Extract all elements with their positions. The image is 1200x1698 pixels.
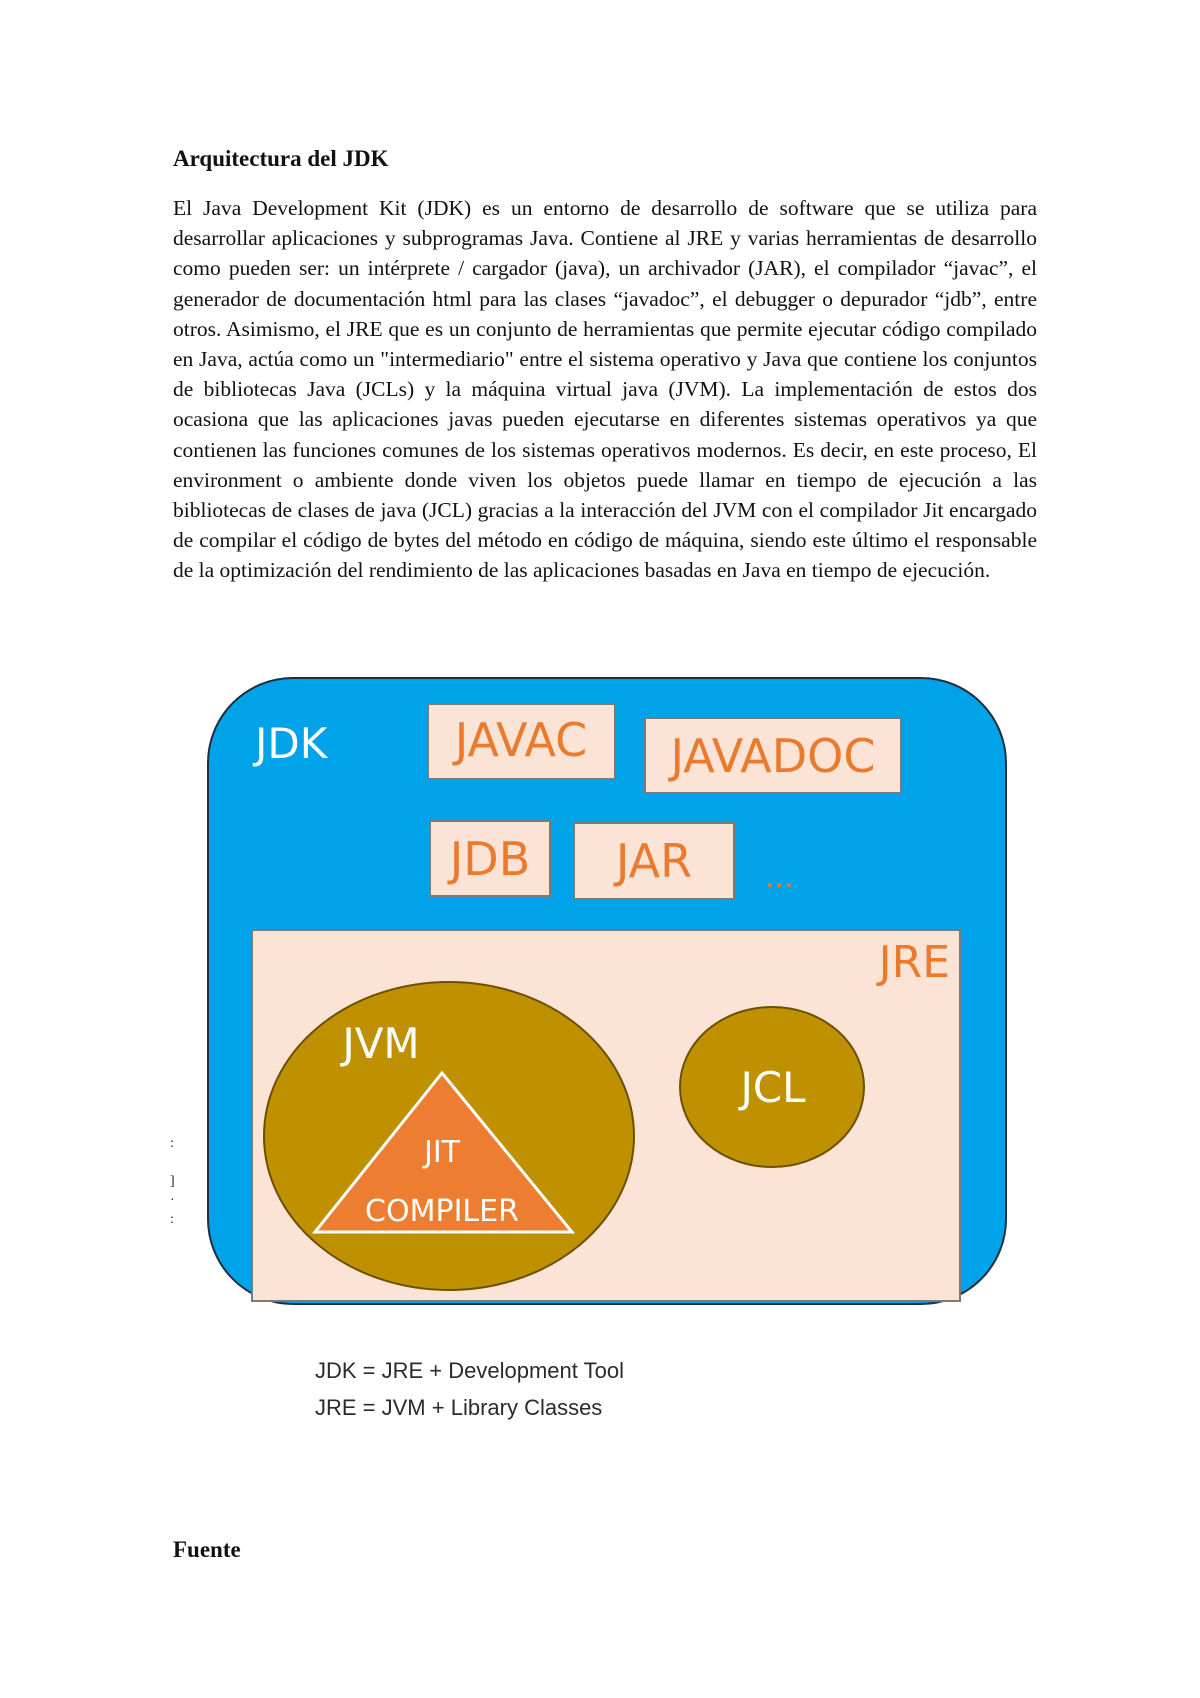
tool-box-jar xyxy=(574,823,734,899)
formula-jre: JRE = JVM + Library Classes xyxy=(315,1395,603,1420)
tool-label-jdb: JDB xyxy=(449,832,531,886)
jit-label: JIT xyxy=(423,1135,461,1170)
jdk-label: JDK xyxy=(255,719,328,768)
jcl-label: JCL xyxy=(740,1063,806,1112)
tool-label-javadoc: JAVADOC xyxy=(670,729,876,783)
more-tools-ellipsis: ... xyxy=(765,860,794,895)
source-heading: Fuente xyxy=(173,1537,241,1562)
margin-marks: : ] · : xyxy=(170,1136,175,1227)
compiler-label: COMPILER xyxy=(365,1194,519,1229)
formula-jdk: JDK = JRE + Development Tool xyxy=(315,1358,624,1383)
formula-list xyxy=(315,1352,624,1426)
body-paragraph: El Java Development Kit (JDK) es un entorno de desarrollo de software que se utiliza para desarrollar aplicaciones y subprogramas Java. Contiene al JRE y varias herramientas de desarrollo como pueden ser: un intérprete / cargador (java), un archivador (JAR), el compilador “javac”, el generador de documentación html para las clases “javadoc”, el debugger o depurador “jdb”, entre otros. Asimismo, el JRE que es un conjunto de herramientas que permite ejecutar código compilado en Java, actúa como un "intermediario" entre el sistema operativo y Java que contiene los conjuntos de bibliotecas Java (JCLs) y la máquina virtual java (JVM). La implementación de estos dos ocasiona que las aplicaciones javas pueden ejecutarse en diferentes sistemas operativos ya que contienen las funciones comunes de los sistemas operativos modernos. Es decir, en este proceso, El environment o ambiente donde viven los objetos puede llamar en tiempo de ejecución a las bibliotecas de clases de java (JCL) gracias a la interacción del JVM con el compilador Jit encargado de compilar el código de bytes del método en código de máquina, siendo este último el responsable de la optimización del rendimiento de las aplicaciones basadas en Java en tiempo de ejecución. xyxy=(173,196,1037,583)
tool-label-javac: JAVAC xyxy=(454,713,588,767)
jvm-label: JVM xyxy=(342,1019,420,1068)
tool-box-jdb xyxy=(430,821,550,896)
tool-box-javac xyxy=(428,704,615,779)
tool-label-jar: JAR xyxy=(615,834,693,888)
jdk-architecture-diagram xyxy=(205,675,1010,1310)
tool-box-javadoc xyxy=(645,718,901,793)
section-heading: Arquitectura del JDK xyxy=(173,146,389,171)
jre-label: JRE xyxy=(878,937,950,988)
